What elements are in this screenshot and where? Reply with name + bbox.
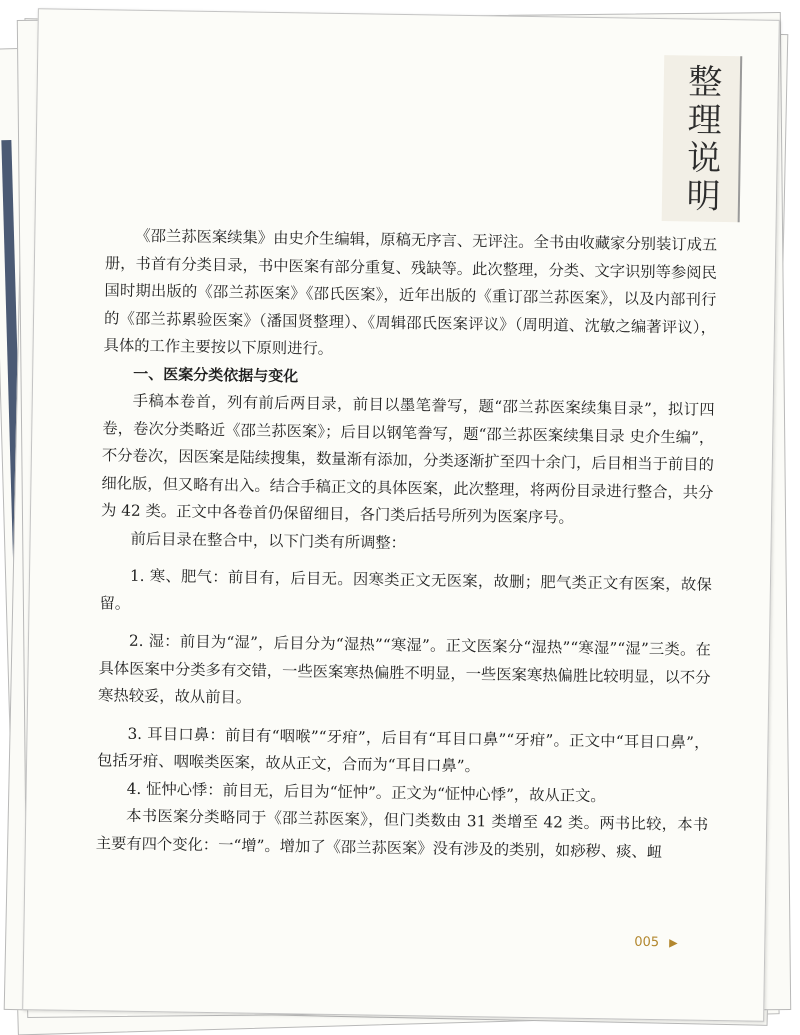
paragraph: 本书医案分类略同于《邵兰荪医案》，但门类数由 31 类增至 42 类。两书比较，本书主要有四个变化：一“增”。增加了《邵兰荪医案》没有涉及的类别，如痧秽、痰、衄: [95, 806, 709, 861]
page-title: 整理说明: [679, 63, 723, 216]
section-heading: 一、医案分类依据与变化: [133, 364, 299, 385]
paragraph: 前后目录在整合中，以下门类有所调整：: [130, 529, 407, 552]
document-body: [96, 222, 718, 867]
paragraph: 《邵兰荪医案续集》由史介生编辑，原稿无序言、无评注。全书由收藏家分别装订成五册，书首有分类目录，书中医案有部分重复、残缺等。此次整理，分类、文字识别等参阅民国时期出版的《邵兰荪医案》《邵氏医案》，近年出版的《重订邵兰荪医案》，以及内部刊行的《邵兰荪累验医案》（潘国贤整理）、《周辑邵氏医案评议》（周明道、沈敏之编著评议），具体的工作主要按以下原则进行。: [103, 226, 718, 358]
page-number: 005: [634, 934, 660, 951]
page-footer: [634, 935, 678, 951]
title-box: [662, 55, 743, 222]
paragraph: 手稿本卷首，列有前后两目录，前目以墨笔誊写，题“邵兰荪医案续集目录”，拟订四卷，卷次分类略近《邵兰荪医案》；后目以钢笔誊写，题“邵兰荪医案续集目录 史介生编”，不分卷次，因医案是陆续搜集，数量渐有添加，分类逐渐扩至四十余门，后目相当于前目的细化版，但又略有出入。结合手稿正文的具体医案，此次整理，将两份目录进行整合，共分为 42 类。正文中各卷首仍保留细目，各门类后括号所列为医案序号。: [100, 391, 715, 527]
list-item: 4. 怔忡心悸：前目无，后目为“怔忡”。正文为“怔忡心悸”，故从正文。: [126, 779, 606, 805]
triangle-right-icon: ▶: [669, 936, 678, 950]
list-item: 3. 耳目口鼻：前目有“咽喉”“牙疳”，后目有“耳目口鼻”“牙疳”。正文中“耳目口鼻”，包括牙疳、咽喉类医案，故从正文，合而为“耳目口鼻”。: [96, 724, 710, 776]
list-item: 2. 湿：前目为“湿”，后目分为“湿热”“寒湿”。正文医案分“湿热”“寒湿”“湿”三类。在具体医案中分类多有交错，一些医案寒热偏胜不明显，一些医案寒热偏胜比较明显，以不分寒热较妥，故从前目。: [97, 631, 712, 707]
list-item: 1. 寒、肥气：前目有，后目无。因寒类正文无医案，故删；肥气类正文有医案，故保留。: [99, 566, 713, 613]
document-page: [22, 8, 780, 1022]
